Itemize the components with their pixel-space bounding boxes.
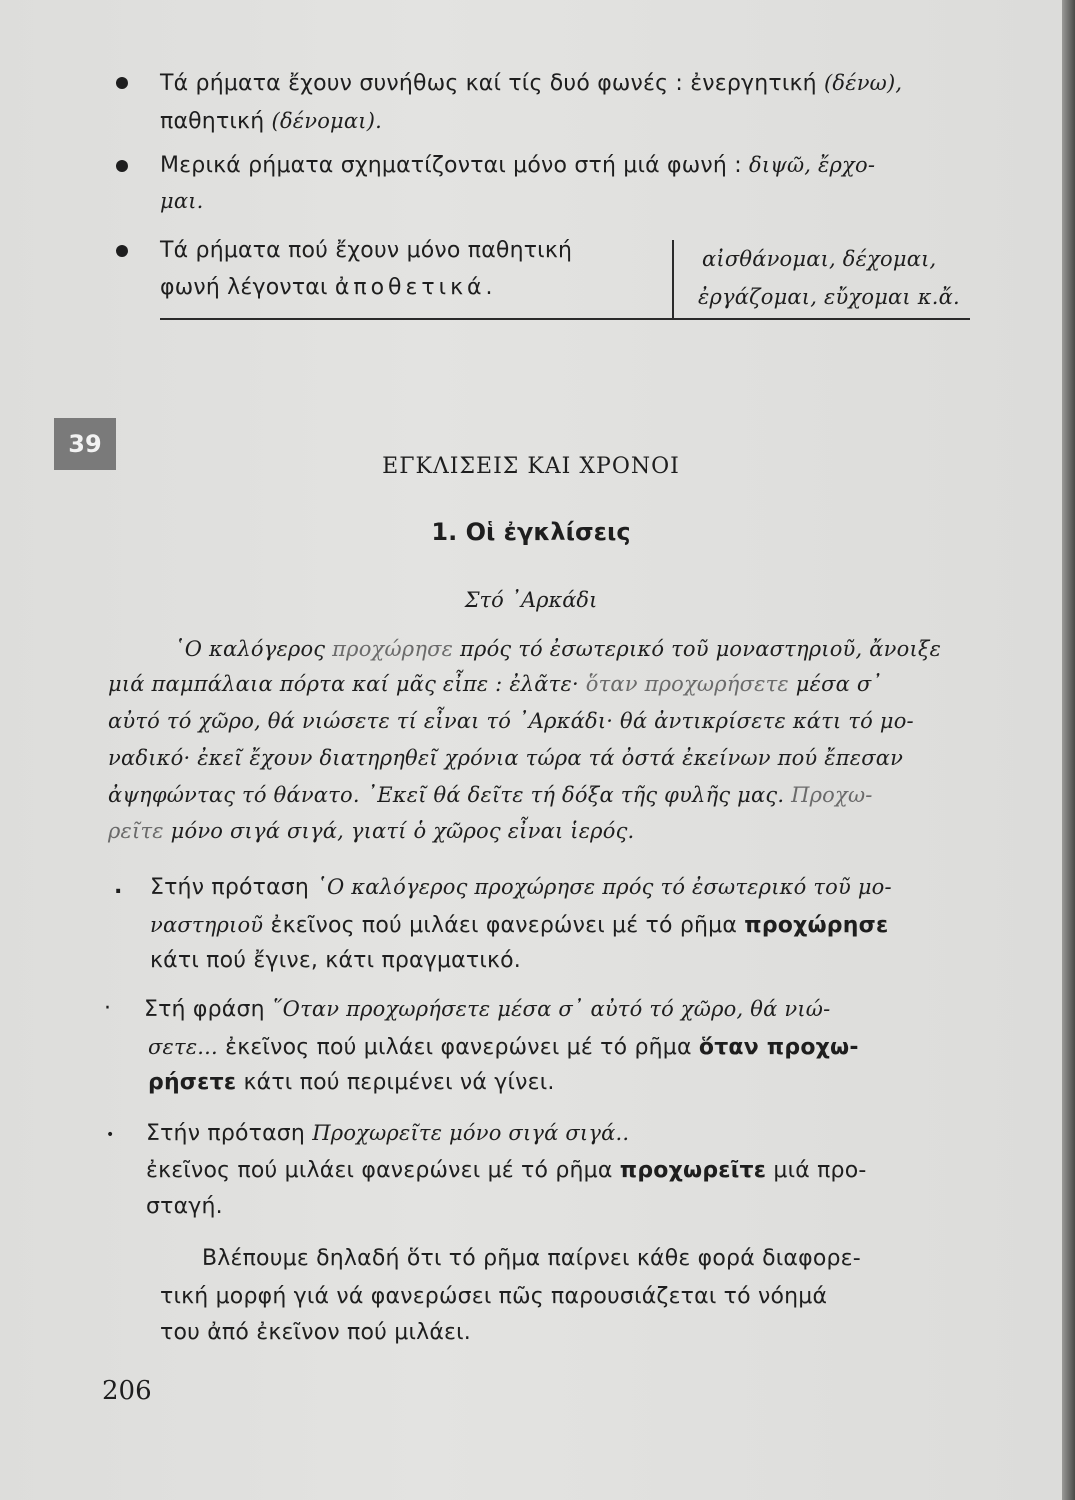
bullet-1-text-2: παθητική (160, 109, 272, 134)
passage-line-2 (108, 669, 882, 699)
subsection-title: 1. Οἱ ἐγκλίσεις (431, 518, 631, 546)
explanation-1-line-1 (150, 872, 892, 903)
bullet-2-text: Μερικά ρήματα σχηματίζονται μόνο στή μιά φωνή : (160, 153, 750, 178)
bullet-2-line-2: μαι. (160, 189, 204, 213)
vertical-divider (672, 240, 674, 320)
conclusion-line-1: Βλέπουμε δηλαδή ὅτι τό ρῆμα παίρνει κάθε φορά διαφορε- (202, 1246, 861, 1271)
passage-line-5 (108, 780, 873, 810)
conclusion-line-2: τική μορφή γιά νά φανερώσει πῶς παρουσιάζεται τό νόημά (160, 1284, 828, 1309)
bullet-2-line-1 (160, 150, 875, 181)
bullet-dot (116, 160, 128, 172)
explanation-text: Στήν πρόταση (146, 1121, 313, 1146)
explanation-2-line-2 (148, 1032, 859, 1063)
conclusion-line-3: του ἀπό ἐκεῖνον πού μιλάει. (160, 1320, 471, 1345)
explanation-3-marker: • (106, 1127, 115, 1143)
explanation-verb: προχώρησε (744, 913, 889, 938)
bullet-3-line-2 (160, 273, 497, 303)
section-title: ΕΓΚΛΙΣΕΙΣ ΚΑΙ ΧΡΟΝΟΙ (382, 454, 680, 479)
passage-text: μέσα σ᾿ (788, 672, 883, 696)
explanation-text: Στήν πρόταση (150, 875, 317, 900)
passage-line-3: αὐτό τό χῶρο, θά νιώσετε τί εἶναι τό ᾿Αρκάδι· θά ἀντικρίσετε κάτι τό μο- (108, 709, 914, 733)
explanation-verb: ὅταν προχω- (698, 1035, 859, 1060)
explanation-text: μιά προ- (766, 1158, 867, 1183)
explanation-1-marker: . (114, 874, 123, 899)
explanation-quote: Προχωρεῖτε μόνο σιγά σιγά.. (312, 1121, 630, 1145)
explanation-text: κάτι πού περιμένει νά γίνει. (236, 1070, 555, 1095)
bullet-1-example-2: (δένομαι). (271, 109, 382, 133)
explanation-text: ἐκεῖνος πού μιλάει φανερώνει μέ τό ρῆμα (263, 913, 745, 938)
explanation-1-line-3: κάτι πού ἔγινε, κάτι πραγματικό. (150, 948, 521, 973)
explanation-quote: ῞Οταν προχωρήσετε μέσα σ᾿ αὐτό τό χῶρο, θά νιώ- (271, 997, 831, 1021)
passage-text: ἀψηφώντας τό θάνατο. ᾿Εκεῖ θά δεῖτε τή δόξα τῆς φυλῆς μας. (108, 783, 792, 807)
page-number: 206 (102, 1376, 152, 1406)
passage-line-6 (108, 816, 634, 846)
bullet-dot (116, 77, 128, 89)
bullet-1-line-2 (160, 106, 382, 137)
bullet-3-text-2: φωνή λέγονται (160, 275, 335, 300)
explanation-3-line-3: σταγή. (146, 1194, 223, 1219)
passage-line-4: ναδικό· ἐκεῖ ἔχουν διατηρηθεῖ χρόνια τώρα τά ὀστά ἐκείνων πού ἔπεσαν (108, 746, 904, 770)
section-number-badge: 39 (54, 418, 116, 470)
passage-verb: ὅταν προχωρήσετε (585, 672, 789, 696)
passage-text: πρός τό ἐσωτερικό τοῦ μοναστηριοῦ, ἄνοιξε (453, 637, 942, 661)
bullet-3-line-1: Τά ρήματα πού ἔχουν μόνο παθητική (160, 238, 573, 263)
explanation-quote: σετε... (148, 1035, 218, 1059)
explanation-2-line-3 (148, 1068, 555, 1098)
passage-line-1 (174, 634, 941, 664)
bullet-1-line-1 (160, 68, 902, 99)
page-edge-shadow (1062, 0, 1075, 1500)
bullet-3-aside-2: ἐργάζομαι, εὔχομαι κ.ἄ. (698, 285, 960, 309)
passage-verb: ρεῖτε (108, 819, 164, 843)
passage-text: μόνο σιγά σιγά, γιατί ὁ χῶρος εἶναι ἱερός. (163, 819, 635, 843)
explanation-2-line-1 (144, 994, 830, 1025)
bullet-1-text: Τά ρήματα ἔχουν συνήθως καί τίς δυό φωνές : ἐνεργητική (160, 71, 825, 96)
bullet-2-example: διψῶ, ἔρχο- (749, 153, 876, 177)
bullet-1-example: (δένω), (824, 71, 903, 95)
explanation-3-line-1 (146, 1118, 629, 1149)
explanation-3-line-2 (146, 1156, 867, 1186)
explanation-quote: ναστηριοῦ (150, 913, 264, 937)
bullet-dot (116, 245, 128, 257)
horizontal-divider (160, 318, 970, 320)
explanation-verb: ρήσετε (148, 1070, 237, 1095)
explanation-text: ἐκεῖνος πού μιλάει φανερώνει μέ τό ρῆμα (146, 1158, 620, 1183)
passage-verb: Προχω- (791, 783, 873, 807)
explanation-2-marker: · (104, 996, 112, 1021)
passage-text: μιά παμπάλαια πόρτα καί μᾶς εἶπε : ἐλᾶτε· (108, 672, 586, 696)
passage-text: ῾Ο καλόγερος (174, 637, 333, 661)
explanation-text: Στή φράση (144, 997, 272, 1022)
bullet-3-aside-1: αἰσθάνομαι, δέχομαι, (702, 247, 937, 271)
explanation-text: ἐκεῖνος πού μιλάει φανερώνει μέ τό ρῆμα (217, 1035, 699, 1060)
passage-verb: προχώρησε (332, 637, 454, 661)
passage-title: Στό ᾿Αρκάδι (464, 588, 598, 612)
explanation-quote: ῾Ο καλόγερος προχώρησε πρός τό ἐσωτερικό τοῦ μο- (316, 875, 892, 899)
explanation-1-line-2 (150, 910, 888, 941)
explanation-verb: προχωρεῖτε (619, 1158, 767, 1183)
bullet-3-term: ἀποθετικά. (334, 275, 497, 300)
